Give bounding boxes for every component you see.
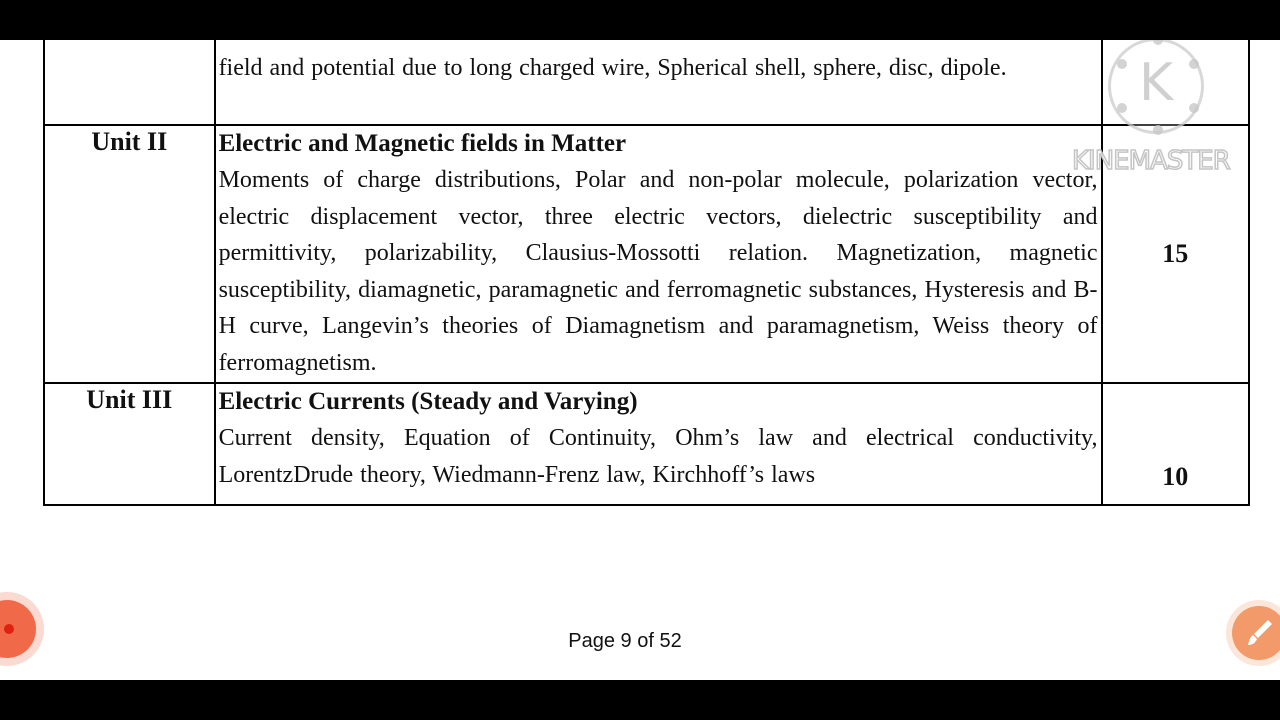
unit-content [215, 125, 1102, 383]
unit-content [215, 40, 1102, 125]
unit-content [215, 383, 1102, 505]
unit-hours: 10 [1102, 383, 1250, 505]
unit-label [44, 40, 215, 125]
unit-body: Current density, Equation of Continuity, Ohm’s law and electrical conductivity, LorentzDrude theory, Wiedmann-Frenz law, Kirchhoff’s laws [218, 425, 1098, 488]
table-row [44, 125, 1249, 383]
edit-button[interactable] [1232, 606, 1280, 660]
record-icon [4, 624, 14, 634]
logo-letter: K [1138, 53, 1174, 113]
watermark-text: KINEMASTER [1072, 146, 1230, 176]
unit-label: Unit III [44, 383, 215, 505]
brush-icon [1246, 618, 1274, 648]
unit-label: Unit II [44, 125, 215, 383]
unit-body: Moments of charge distributions, Polar and non-polar molecule, polarization vector, electric displacement vector, three electric vectors, dielectric susceptibility and permittivity, polarizability, Clausius-Mossotti relation. Magnetization, magnetic susceptibility, diamagnetic, paramagnetic and ferromagnetic substances, Hysteresis and B-H curve, Langevin’s theories of Diamagnetism and paramagnetism, Weiss theory of ferromagnetism. [218, 167, 1098, 376]
unit-hours: 15 [1102, 125, 1250, 383]
table-row [44, 40, 1249, 125]
unit-body: field and potential due to long charged wire, Spherical shell, sphere, disc, dipole. [218, 55, 1007, 81]
syllabus-table [43, 40, 1250, 506]
document-page [0, 40, 1280, 680]
kinemaster-logo-icon [1108, 40, 1204, 134]
table-row [44, 383, 1249, 505]
unit-title: Electric Currents (Steady and Varying) [218, 388, 638, 415]
unit-title: Electric and Magnetic fields in Matter [218, 130, 627, 157]
page-number: Page 9 of 52 [568, 630, 682, 652]
